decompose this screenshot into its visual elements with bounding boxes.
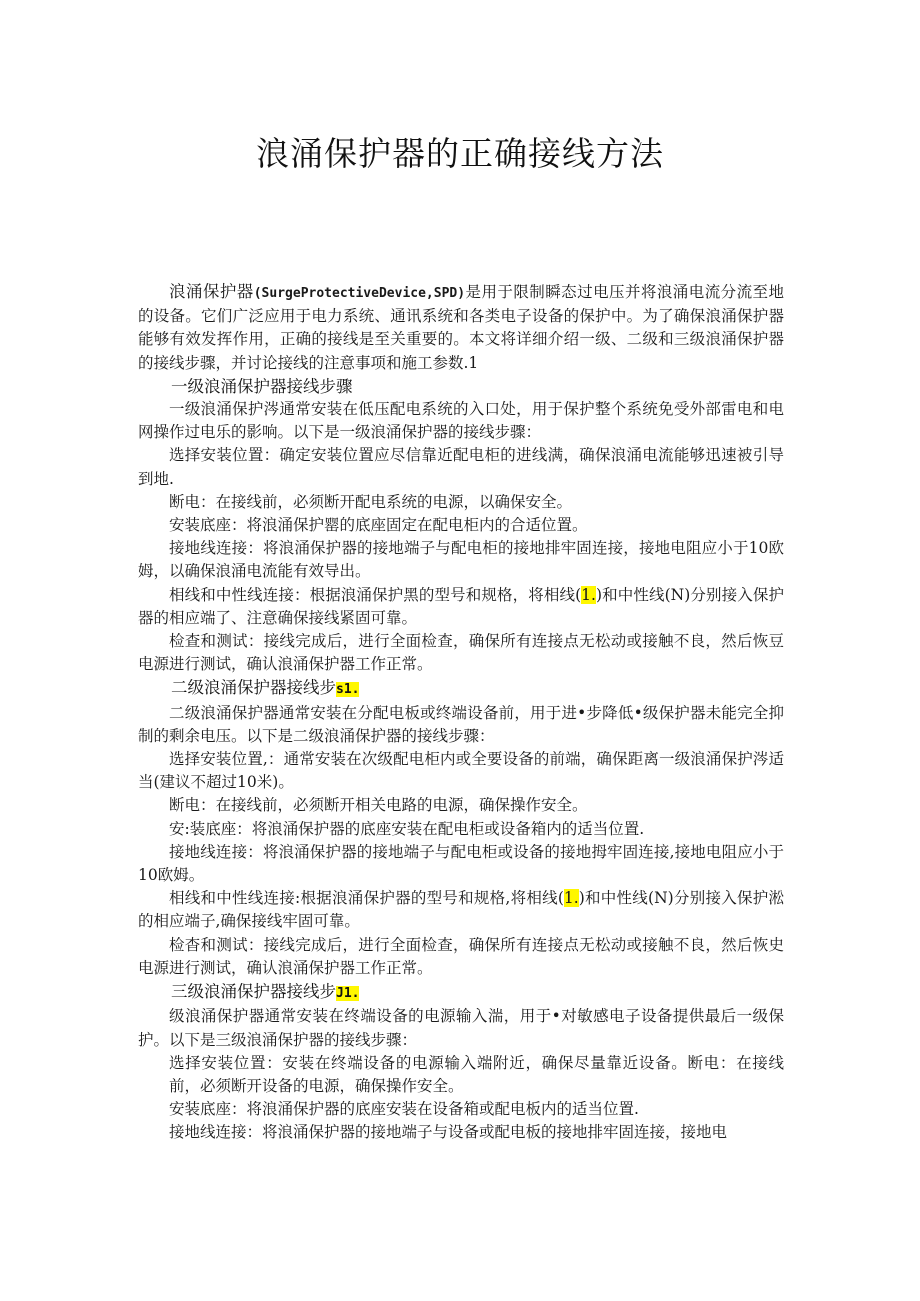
section1-step: 安装底座：将浪涌保护罂的底座固定在配电柜内的合适位置。 xyxy=(169,516,588,535)
heading-text: 三级浪涌保护器接线步 xyxy=(171,982,336,1002)
section1-step: 断电：在接线前，必须断开配电系统的电源，以确保安全。 xyxy=(169,492,573,511)
highlight-mark: 1. xyxy=(581,585,596,604)
highlight-mark: s1. xyxy=(336,682,360,698)
section2-check: 检杳和测试：接线完成后，进行全面检查，确保所有连接点无松动或接触不良，然后恢史电源进行测试，确认浪涌保护器工作正常。 xyxy=(138,935,784,977)
section2-step: 断电：在接线前，必须断开相关电路的电源，确保操作安全。 xyxy=(169,796,588,815)
intro-lead: 浪涌保护器 xyxy=(169,282,254,301)
section1-intro: 一级浪涌保护涔通常安装在低压配电系统的入口处，用于保护整个系统免受外部雷电和电网操作过电乐的影响。以下是一级浪涌保护器的接线步骤： xyxy=(138,400,784,442)
section2-phase-step xyxy=(138,887,784,933)
phase-text: )和中性线(N)分别接入保护器的相应端了、注意确保接线紧固可靠。 xyxy=(138,585,784,627)
intro-abbr: (SurgeProtectiveDevice,SPD) xyxy=(253,286,466,301)
section2-step: 接地线连接：将浪涌保护器的接地端子与配电柜或设备的接地拇牢固连接,接地电阻应小于10欧姆。 xyxy=(138,842,784,885)
section1-heading: 一级浪涌保护器接线步骤 xyxy=(171,376,353,396)
section1-step: 接地线连接：将浪涌保护器的接地端子与配电柜的接地排牢固连接，接地电阻应小于10欧姆，以确保浪涌电流能有效导出。 xyxy=(138,539,784,581)
intro-paragraph xyxy=(138,280,784,375)
section1-check: 检查和测试：接线完成后，进行全面检查，确保所有连接点无松动或接触不良，然后恢豆电源进行测试，确认浪涌保护器工作正常。 xyxy=(138,632,784,674)
page-title: 浪涌保护器的正确接线方法 xyxy=(256,134,664,173)
section3-step: 选择安装位置：安装在终端设备的电源输入端附近，确保尽量靠近设备。断电：在接线前，必须断开设备的电源，确保操作安全。 xyxy=(169,1053,784,1095)
heading-text: 二级浪涌保护器接线步 xyxy=(171,678,336,698)
section2-step: 安:装底座：将浪涌保护器的底座安装在配电柜或设备箱内的适当位置. xyxy=(169,819,645,838)
document-body xyxy=(138,280,784,1145)
section3-intro: 级浪涌保护器通常安装在终端设备的电源输入湍，用于•对敏感电子设备提供最后一级保护。以下是三级浪涌保护器的接线步骤： xyxy=(138,1007,784,1049)
section3-heading xyxy=(138,980,784,1005)
section2-intro: 二级浪涌保护器通常安装在分配电板或终端设备前，用于进•步降低•级保护器未能完全抑制的剩余电压。以下是二级浪涌保护器的接线步骤： xyxy=(138,703,784,745)
phase-text: )和中性线(N)分别接入保护淞的相应端子,确保接线牢固可靠。 xyxy=(138,889,784,931)
section2-heading xyxy=(138,676,784,701)
phase-text: 相线和中性线连接：根据浪涌保护黑的型号和规格，将相线( xyxy=(169,585,582,604)
section1-step: 选择安装位置：确定安装位置应尽信靠近配电柜的进线满，确保浪涌电流能够迅速被引导到地. xyxy=(138,446,784,488)
highlight-mark: J1. xyxy=(336,986,360,1002)
section3-step: 安装底座：将浪涌保护器的底座安装在设备箱或配电板内的适当位置. xyxy=(169,1100,639,1119)
section2-step: 选择安装位置,：通常安装在次级配电柜内或全要设备的前端，确保距离一级浪涌保护涔适当(建议不超过10米)。 xyxy=(138,750,784,792)
highlight-mark: 1. xyxy=(563,889,579,908)
section1-phase-step xyxy=(138,584,784,630)
phase-text: 相线和中性线连接:根据浪涌保护器的型号和规格,将相线( xyxy=(169,889,564,908)
intro-rest: 是用于限制瞬态过电压并将浪涌电流分流至地的设备。它们广泛应用于电力系统、通讯系统和各类电子设备的保护中。为了确保浪涌保护器能够有效发挥作用，正确的接线是至关重要的。本文将详细介绍一级、二级和三级浪涌保护器的接线步骤，并讨论接线的注意事项和施工参数.1 xyxy=(138,283,784,372)
section3-step: 接地线连接：将浪涌保护器的接地端子与设备或配电板的接地排牢固连接，接地电 xyxy=(169,1123,728,1142)
